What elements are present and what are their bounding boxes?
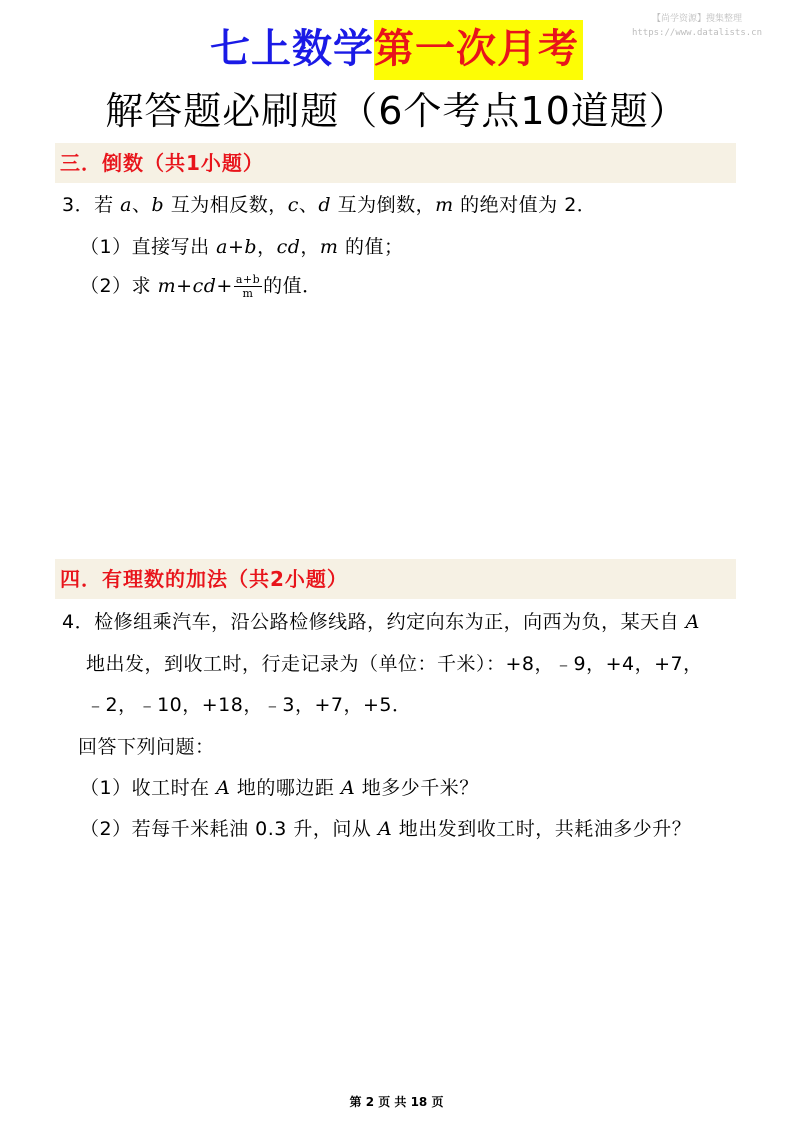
q4-1-post: 地多少千米？ bbox=[355, 777, 479, 799]
fraction-numerator: a+b bbox=[235, 273, 261, 286]
title-exam-highlight: 第一次月考 bbox=[374, 20, 583, 80]
question-4-stem-line-1 bbox=[62, 608, 700, 636]
q3-2-prefix: （2）求 bbox=[80, 275, 158, 297]
watermark-line-1: 【尚学资源】搜集整理 bbox=[651, 14, 742, 24]
expr-m: m bbox=[319, 236, 339, 258]
question-3-stem bbox=[62, 191, 596, 219]
question-4-part-2 bbox=[80, 815, 691, 843]
q3-1-suffix: 的值； bbox=[338, 236, 404, 258]
var-m: m bbox=[435, 194, 454, 216]
q4-2-pre: （2）若每千米耗油 0.3 升，问从 bbox=[80, 818, 378, 840]
expr-cd: cd bbox=[276, 236, 301, 258]
fraction-a-plus-b-over-m bbox=[234, 273, 262, 300]
fraction-denominator: m bbox=[242, 287, 254, 300]
title-grade-subject: 七上数学 bbox=[210, 26, 374, 72]
expr-a-plus-b: a+b bbox=[216, 236, 258, 258]
var-A: A bbox=[377, 818, 393, 840]
q3-text-2: 互为倒数， bbox=[331, 194, 436, 216]
question-3-part-2 bbox=[80, 272, 322, 300]
page-subtitle: 解答题必刷题（6个考点10道题） bbox=[105, 89, 688, 133]
question-4-part-1 bbox=[80, 774, 479, 802]
var-a: a bbox=[120, 194, 132, 216]
q3-sep: 、 bbox=[298, 194, 319, 216]
watermark-line-2: https://www.datalists.cn bbox=[631, 28, 763, 38]
q3-text-1: 互为相反数， bbox=[164, 194, 288, 216]
var-A: A bbox=[216, 777, 231, 799]
page-number: 第 2 页 共 18 页 bbox=[349, 1095, 444, 1109]
var-A: A bbox=[685, 611, 700, 633]
q3-1-comma: ， bbox=[257, 236, 277, 258]
q3-text-3: 的绝对值为 2． bbox=[453, 194, 597, 216]
page-title bbox=[0, 20, 793, 80]
question-4-intro: 回答下列问题： bbox=[78, 736, 215, 758]
q4-1-mid: 地的哪边距 bbox=[230, 777, 341, 799]
expr-m-plus-cd: m+cd+ bbox=[157, 275, 233, 297]
q4-1-pre: （1）收工时在 bbox=[80, 777, 217, 799]
section-heading-rational-addition: 四．有理数的加法（共2小题） bbox=[55, 559, 736, 599]
q3-1-comma: ， bbox=[300, 236, 320, 258]
question-4-stem-line-3: ﹣2，﹣10，+18，﹣3，+7，+5． bbox=[86, 694, 412, 716]
q3-2-suffix: 的值． bbox=[263, 275, 322, 297]
var-A: A bbox=[340, 777, 356, 799]
q4-2-post: 地出发到收工时，共耗油多少升？ bbox=[392, 818, 692, 840]
section-heading-reciprocal: 三．倒数（共1小题） bbox=[55, 143, 736, 183]
var-b: b bbox=[151, 194, 165, 216]
q4-text: 4．检修组乘汽车，沿公路检修线路，约定向东为正，向西为负，某天自 bbox=[62, 611, 686, 633]
q3-1-prefix: （1）直接写出 bbox=[80, 236, 217, 258]
var-c: c bbox=[287, 194, 299, 216]
question-3-part-1 bbox=[80, 233, 403, 261]
q3-sep: 、 bbox=[131, 194, 152, 216]
question-4-stem-line-2: 地出发，到收工时，行走记录为（单位：千米）：+8，﹣9，+4，+7， bbox=[86, 653, 703, 675]
var-d: d bbox=[318, 194, 332, 216]
q3-number: 3．若 bbox=[62, 194, 121, 216]
